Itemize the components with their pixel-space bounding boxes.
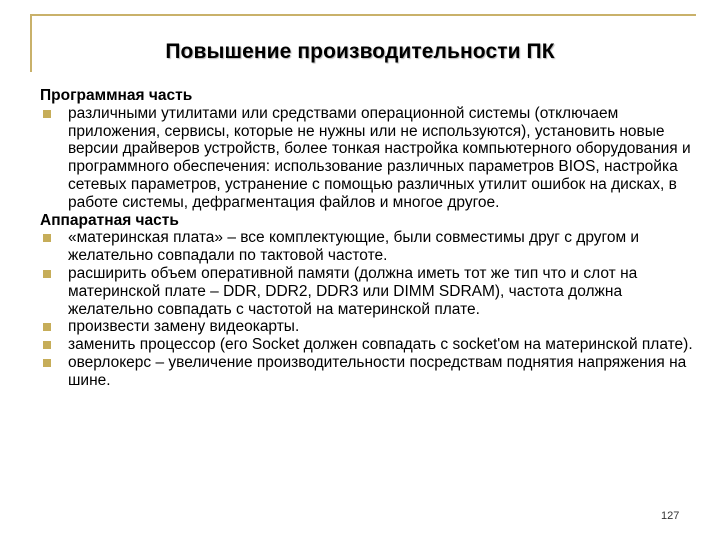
list-item-text: расширить объем оперативной памяти (должна иметь тот же тип что и слот на материнской плате – DDR, DDR2, DDR3 или DIMM SDRAM), частота должна желательно совпадать с частотой на материнской плате. (68, 264, 638, 318)
square-bullet-icon (43, 323, 51, 331)
list-item-text: различными утилитами или средствами операционной системы (отключаем приложения, сервисы, которые не нужны или не используются), установить новые версии драйверов устройств, более тонкая настройка компьютерного оборудования и программного обеспечения: использование различных параметров BIOS, настройка сетевых параметров, устранение с помощью различных утилит ошибок на дисках, в работе системы, дефрагментация файлов и многое другое. (68, 104, 691, 211)
section-heading-software: Программная часть (40, 87, 193, 104)
section-heading-hardware: Аппаратная часть (40, 211, 179, 229)
slide-frame-top (30, 14, 696, 16)
list-item (40, 265, 700, 318)
square-bullet-icon (43, 341, 51, 349)
list-item-text: произвести замену видеокарты. (68, 318, 300, 336)
square-bullet-icon (43, 110, 51, 118)
list-item (40, 229, 700, 265)
list-item (40, 354, 700, 390)
square-bullet-icon (43, 359, 51, 367)
square-bullet-icon (43, 270, 51, 278)
square-bullet-icon (43, 234, 51, 242)
list-item-text: оверлокерс – увеличение производительности посредствам поднятия напряжения на шине. (68, 353, 687, 389)
list-item-text: заменить процессор (его Socket должен совпадать с socket'ом на материнской плате). (68, 336, 693, 354)
slide-content (40, 87, 700, 390)
list-item-text: «материнская плата» – все комплектующие, были совместимы друг с другом и желательно совпадали по тактовой частоте. (68, 229, 640, 265)
list-item (40, 336, 700, 354)
list-item (40, 105, 700, 212)
slide-title: Повышение производительности ПК (165, 40, 555, 63)
list-item (40, 318, 700, 336)
page-number: 127 (661, 510, 680, 522)
